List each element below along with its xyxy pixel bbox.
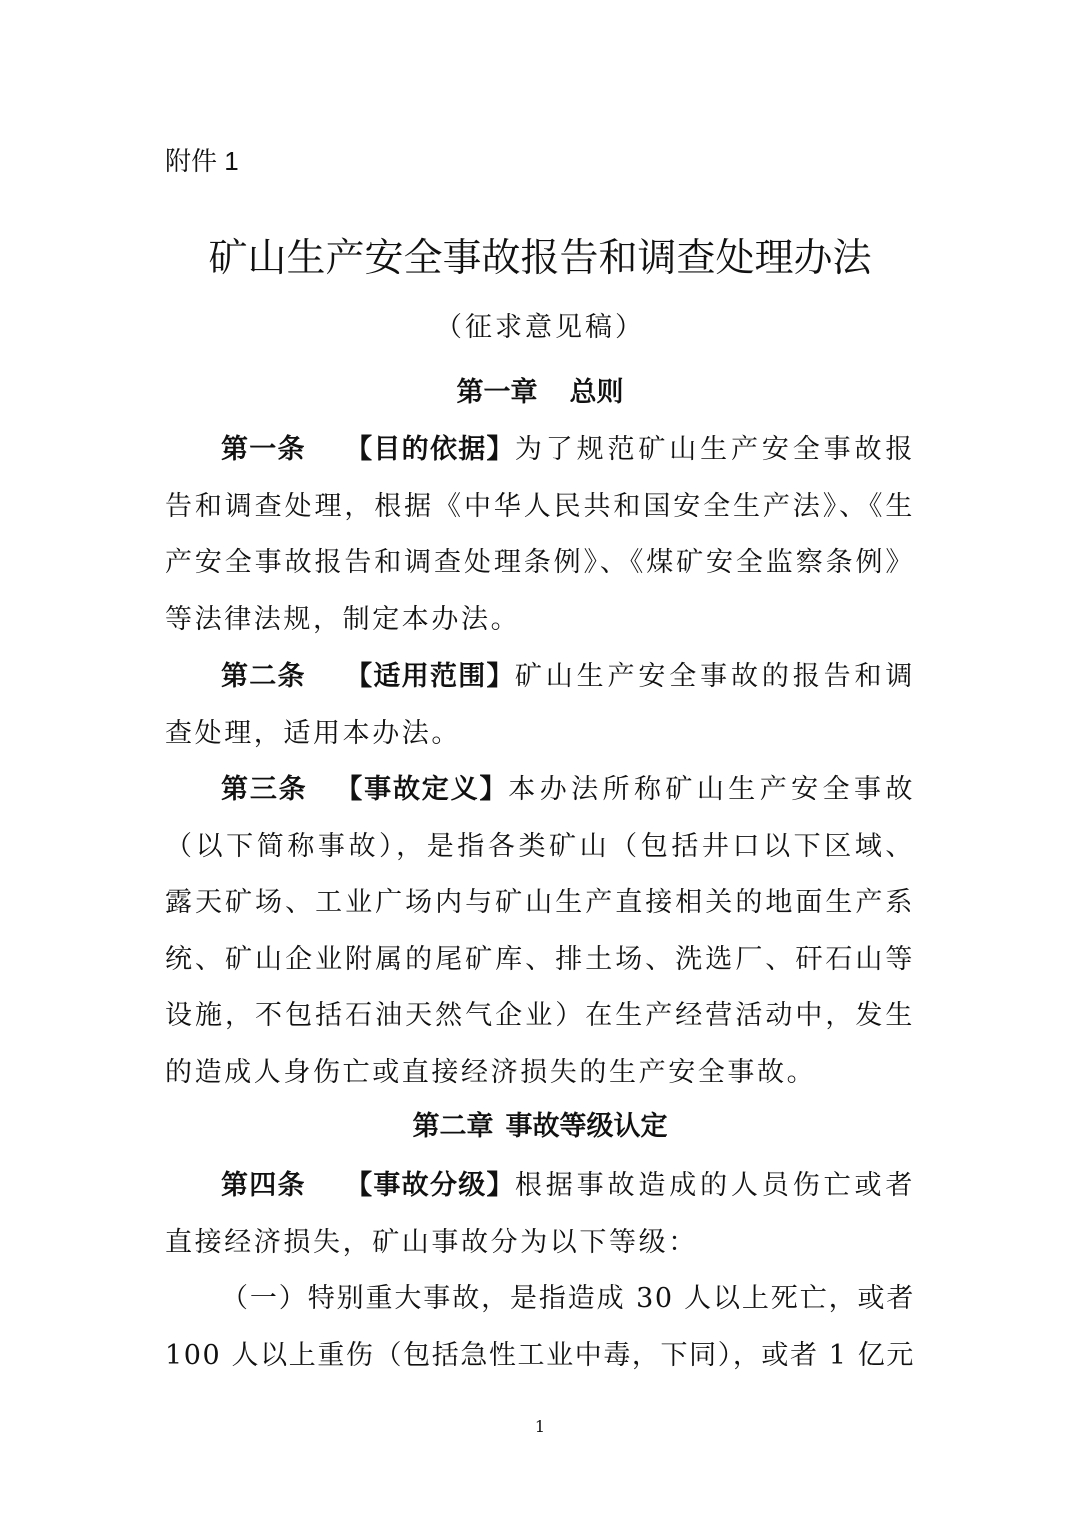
- article-paragraph: [165, 762, 915, 1102]
- article-number: 第一条: [221, 434, 306, 465]
- article-text: 根据事故造成的人员伤亡或者直接经济损失，矿山事故分为以下等级：: [165, 1170, 915, 1258]
- document-title: 矿山生产安全事故报告和调查处理办法: [208, 236, 872, 281]
- article-number: 第四条: [221, 1170, 306, 1201]
- article-tag: 【事故分级】: [343, 1170, 515, 1201]
- article-number: 第三条: [221, 774, 308, 805]
- chapter-number: 第二章: [412, 1111, 494, 1142]
- article-paragraph: [165, 649, 915, 762]
- article-text: 矿山生产安全事故的报告和调查处理，适用本办法。: [165, 661, 915, 749]
- article-paragraph: [165, 422, 915, 648]
- chapter-heading: [0, 1107, 1080, 1147]
- page-number: 1: [534, 1417, 546, 1436]
- document-subtitle: （征求意见稿）: [435, 312, 645, 343]
- attachment-label: 附件 1: [165, 146, 239, 176]
- chapter-number: 第一章: [456, 377, 538, 408]
- article-text: 本办法所称矿山生产安全事故（以下简称事故），是指各类矿山（包括井口以下区域、露天矿场、工业广场内与矿山生产直接相关的地面生产系统、矿山企业附属的尾矿库、排土场、洗选厂、矸石山等设施，不包括石油天然气企业）在生产经营活动中，发生的造成人身伤亡或直接经济损失的生产安全事故。: [165, 774, 916, 1088]
- article-text: 为了规范矿山生产安全事故报告和调查处理，根据《中华人民共和国安全生产法》、《生产安全事故报告和调查处理条例》、《煤矿安全监察条例》等法律法规，制定本办法。: [165, 434, 915, 635]
- chapter-name: 总则: [569, 377, 624, 408]
- article-tag: 【适用范围】: [343, 661, 515, 692]
- article-tag: 【目的依据】: [343, 434, 515, 465]
- article-paragraph: [165, 1158, 915, 1271]
- list-item: （一）特别重大事故，是指造成 30 人以上死亡，或者 100 人以上重伤（包括急性工业中毒，下同），或者 1 亿元: [165, 1283, 915, 1371]
- chapter-name: 事故等级认定: [505, 1111, 668, 1142]
- chapter-heading: [0, 373, 1080, 413]
- article-number: 第二条: [221, 661, 306, 692]
- article-tag: 【事故定义】: [333, 774, 509, 805]
